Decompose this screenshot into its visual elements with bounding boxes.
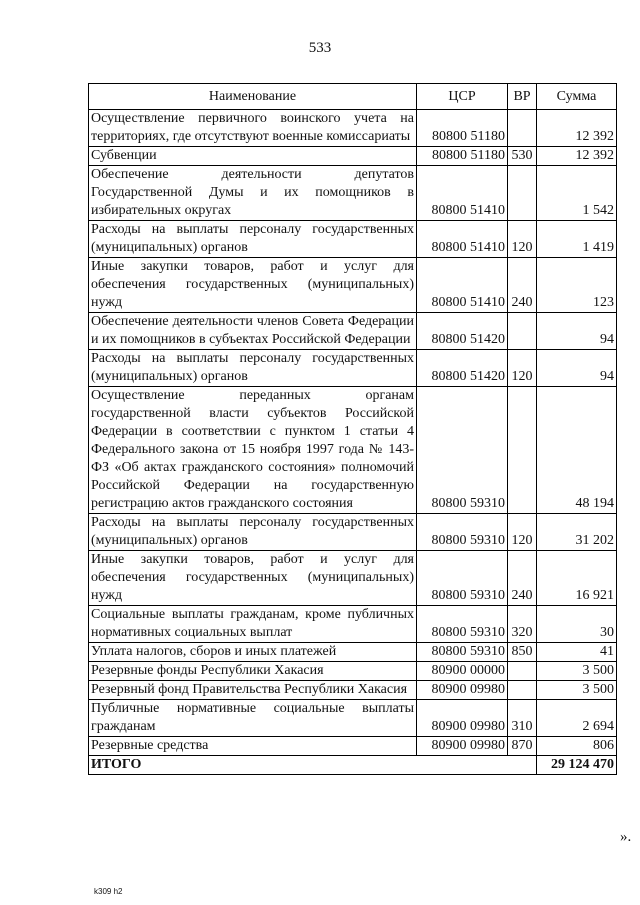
row-sum: 2 694 [537, 700, 617, 737]
row-csr: 80800 51420 [417, 350, 508, 387]
total-sum: 29 124 470 [537, 756, 617, 775]
total-row [89, 756, 617, 775]
table-header-row [89, 84, 617, 110]
table-row [89, 221, 617, 258]
row-sum: 30 [537, 606, 617, 643]
row-vr [508, 313, 537, 350]
row-csr: 80900 09980 [417, 681, 508, 700]
row-csr: 80800 59310 [417, 514, 508, 551]
table-row [89, 643, 617, 662]
table-row [89, 606, 617, 643]
row-sum: 41 [537, 643, 617, 662]
row-sum: 3 500 [537, 662, 617, 681]
table-row [89, 147, 617, 166]
row-name: Осуществление первичного воинского учета на территориях, где отсутствуют военные комиссариаты [89, 110, 417, 147]
header-sum: Сумма [537, 84, 617, 110]
row-csr: 80800 59310 [417, 387, 508, 514]
row-name: Расходы на выплаты персоналу государственных (муниципальных) органов [89, 350, 417, 387]
table-row [89, 166, 617, 221]
row-csr: 80800 51180 [417, 110, 508, 147]
row-sum: 1 419 [537, 221, 617, 258]
footer-code: k309 h2 [94, 887, 123, 896]
row-csr: 80800 51180 [417, 147, 508, 166]
budget-table [88, 83, 617, 775]
row-sum: 16 921 [537, 551, 617, 606]
row-vr: 120 [508, 350, 537, 387]
row-csr: 80800 59310 [417, 606, 508, 643]
row-name: Иные закупки товаров, работ и услуг для обеспечения государственных (муниципальных) нужд [89, 258, 417, 313]
table-row [89, 387, 617, 514]
row-sum: 12 392 [537, 147, 617, 166]
row-sum: 123 [537, 258, 617, 313]
row-vr: 310 [508, 700, 537, 737]
table-row [89, 258, 617, 313]
row-name: Обеспечение деятельности членов Совета Федерации и их помощников в субъектах Российской Федерации [89, 313, 417, 350]
row-name: Расходы на выплаты персоналу государственных (муниципальных) органов [89, 514, 417, 551]
row-vr: 850 [508, 643, 537, 662]
row-vr: 240 [508, 258, 537, 313]
row-name: Резервный фонд Правительства Республики Хакасия [89, 681, 417, 700]
row-csr: 80800 59310 [417, 643, 508, 662]
table-row [89, 551, 617, 606]
table-row [89, 313, 617, 350]
row-sum: 806 [537, 737, 617, 756]
row-csr: 80800 51410 [417, 166, 508, 221]
row-vr: 320 [508, 606, 537, 643]
row-csr: 80800 51410 [417, 258, 508, 313]
row-csr: 80800 59310 [417, 551, 508, 606]
row-vr [508, 662, 537, 681]
row-name: Осуществление переданных органам государственной власти субъектов Российской Федерации в соответствии с пунктом 1 статьи 4 Федерального закона от 15 ноября 1997 года № 143-ФЗ «Об актах гражданского состояния» полномочий Российской Федерации на государственную регистрацию актов гражданского состояния [89, 387, 417, 514]
row-vr [508, 110, 537, 147]
row-name: Резервные средства [89, 737, 417, 756]
total-label: ИТОГО [89, 756, 537, 775]
row-name: Социальные выплаты гражданам, кроме публичных нормативных социальных выплат [89, 606, 417, 643]
header-vr: ВР [508, 84, 537, 110]
row-vr: 530 [508, 147, 537, 166]
header-name: Наименование [89, 84, 417, 110]
row-csr: 80900 00000 [417, 662, 508, 681]
row-name: Публичные нормативные социальные выплаты гражданам [89, 700, 417, 737]
row-sum: 94 [537, 350, 617, 387]
row-name: Резервные фонды Республики Хакасия [89, 662, 417, 681]
row-vr: 120 [508, 221, 537, 258]
row-sum: 3 500 [537, 681, 617, 700]
row-vr: 240 [508, 551, 537, 606]
header-csr: ЦСР [417, 84, 508, 110]
row-sum: 31 202 [537, 514, 617, 551]
row-vr [508, 681, 537, 700]
row-name: Иные закупки товаров, работ и услуг для обеспечения государственных (муниципальных) нужд [89, 551, 417, 606]
row-sum: 94 [537, 313, 617, 350]
row-vr [508, 166, 537, 221]
row-csr: 80800 51420 [417, 313, 508, 350]
table-row [89, 110, 617, 147]
row-sum: 12 392 [537, 110, 617, 147]
row-name: Расходы на выплаты персоналу государственных (муниципальных) органов [89, 221, 417, 258]
row-sum: 1 542 [537, 166, 617, 221]
table-row [89, 681, 617, 700]
row-csr: 80800 51410 [417, 221, 508, 258]
row-name: Уплата налогов, сборов и иных платежей [89, 643, 417, 662]
row-vr: 120 [508, 514, 537, 551]
row-vr [508, 387, 537, 514]
table-row [89, 350, 617, 387]
table-row [89, 662, 617, 681]
table-row [89, 700, 617, 737]
row-vr: 870 [508, 737, 537, 756]
row-sum: 48 194 [537, 387, 617, 514]
row-name: Субвенции [89, 147, 417, 166]
row-csr: 80900 09980 [417, 700, 508, 737]
table-row [89, 737, 617, 756]
row-name: Обеспечение деятельности депутатов Государственной Думы и их помощников в избирательных округах [89, 166, 417, 221]
table-row [89, 514, 617, 551]
page-number: 533 [308, 40, 332, 56]
closing-quote-mark: ». [620, 829, 632, 845]
row-csr: 80900 09980 [417, 737, 508, 756]
